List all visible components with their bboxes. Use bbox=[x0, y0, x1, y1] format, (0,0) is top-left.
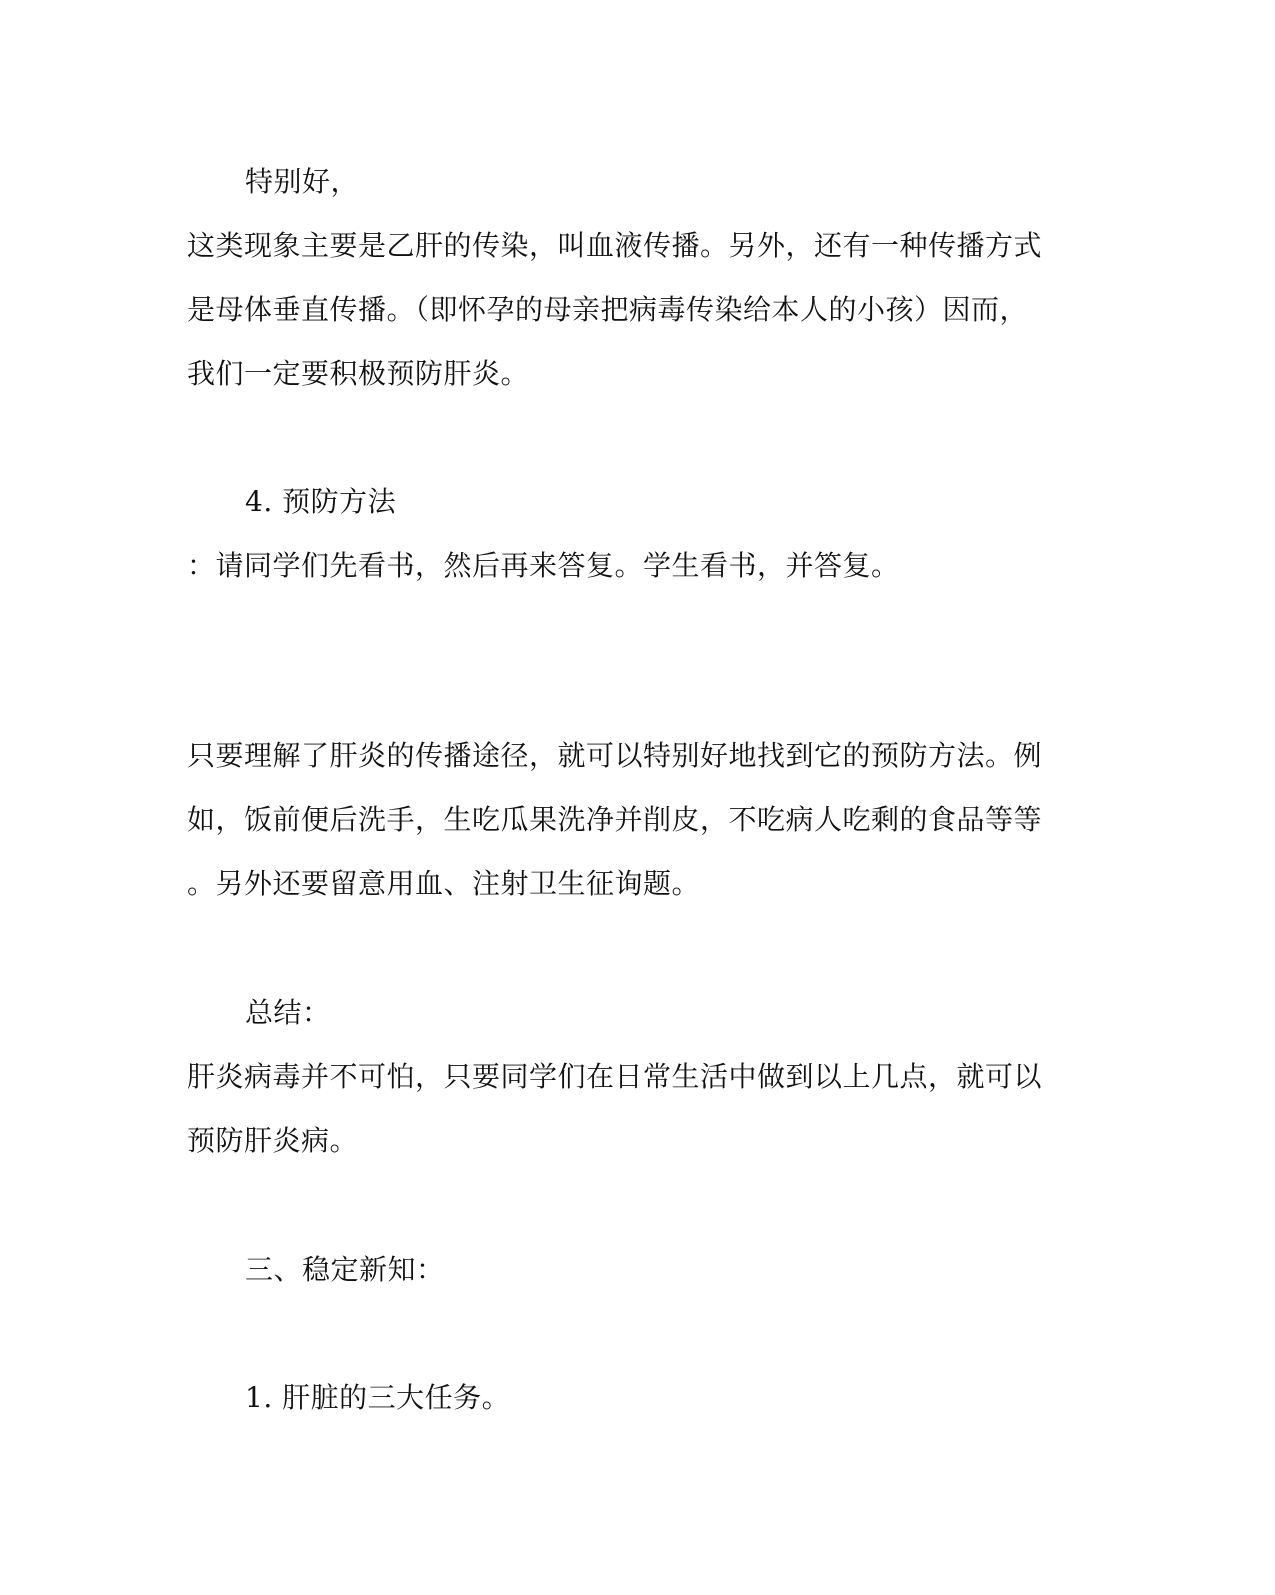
section-heading: 1. 肝脏的三大任务。 bbox=[245, 1381, 511, 1414]
paragraph-line: 我们一定要积极预防肝炎。 bbox=[187, 357, 530, 390]
paragraph-line: 预防肝炎病。 bbox=[187, 1124, 359, 1157]
paragraph-line: 只要理解了肝炎的传播途径，就可以特别好地找到它的预防方法。例 bbox=[187, 739, 1043, 772]
paragraph-line: 肝炎病毒并不可怕，只要同学们在日常生活中做到以上几点，就可以 bbox=[187, 1060, 1043, 1093]
paragraph-line: 。另外还要留意用血、注射卫生征询题。 bbox=[187, 867, 701, 900]
section-heading: 三、稳定新知： bbox=[245, 1253, 445, 1286]
section-heading: 4. 预防方法 bbox=[245, 485, 397, 518]
section-heading: 总结： bbox=[245, 996, 331, 1029]
paragraph-line: 是母体垂直传播。（即怀孕的母亲把病毒传染给本人的小孩）因而， bbox=[187, 293, 1029, 326]
paragraph-line: ：请同学们先看书，然后再来答复。学生看书，并答复。 bbox=[187, 549, 900, 582]
paragraph-line: 如，饭前便后洗手，生吃瓜果洗净并削皮，不吃病人吃剩的食品等等 bbox=[187, 803, 1043, 836]
paragraph-line: 这类现象主要是乙肝的传染，叫血液传播。另外，还有一种传播方式 bbox=[187, 229, 1043, 262]
paragraph-line: 特别好， bbox=[245, 165, 360, 198]
